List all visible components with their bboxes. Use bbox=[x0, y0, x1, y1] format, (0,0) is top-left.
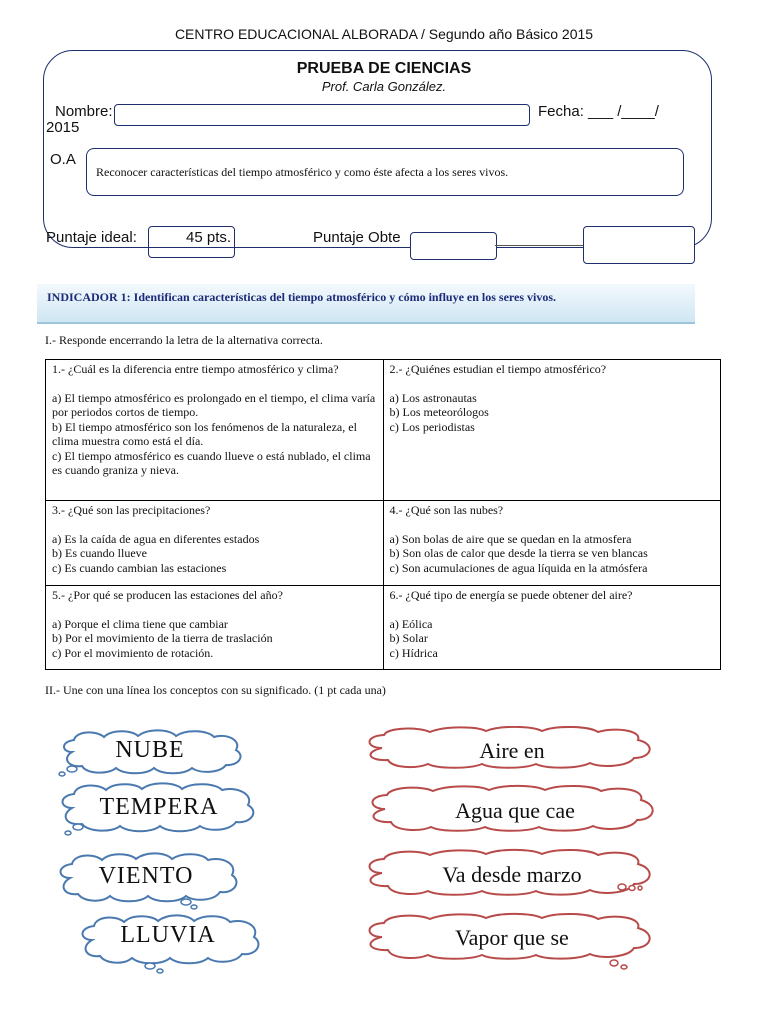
answer-option[interactable]: c) Es cuando cambian las estaciones bbox=[52, 560, 227, 575]
answer-option[interactable]: c) Los periodistas bbox=[389, 419, 475, 434]
concept-label: LLUVIA bbox=[120, 922, 216, 948]
answer-option[interactable]: a) El tiempo atmosférico es prolongado en el tiempo, el clima varía por periodos cortos de tiempo. bbox=[52, 390, 376, 419]
answer-option[interactable]: a) Los astronautas bbox=[389, 390, 477, 405]
meaning-cloud-4[interactable] bbox=[352, 912, 672, 972]
meaning-cloud-3[interactable] bbox=[352, 848, 672, 902]
question-cell bbox=[46, 586, 384, 670]
score-obtained-label: Puntaje Obte bbox=[313, 229, 401, 246]
teacher-name: Prof. Carla González. bbox=[321, 79, 447, 94]
meaning-label: Va desde marzo bbox=[442, 862, 582, 887]
question-title: 5.- ¿Por qué se producen las estaciones del año? bbox=[52, 588, 283, 602]
meaning-cloud-1[interactable] bbox=[352, 726, 672, 772]
meaning-cloud-2[interactable] bbox=[355, 784, 675, 836]
score-obtained-input[interactable] bbox=[410, 232, 497, 260]
question-title: 2.- ¿Quiénes estudian el tiempo atmosférico? bbox=[389, 362, 607, 376]
concept-label: TEMPERA bbox=[99, 794, 219, 820]
answer-option[interactable]: b) Los meteorólogos bbox=[389, 405, 489, 419]
school-header: CENTRO EDUCACIONAL ALBORADA / Segundo año Básico 2015 bbox=[174, 26, 594, 42]
answer-option[interactable]: a) Eólica bbox=[389, 616, 433, 631]
answer-option[interactable]: c) Hídrica bbox=[389, 645, 438, 660]
question-cell bbox=[46, 501, 384, 586]
meaning-label: Aire en bbox=[479, 738, 545, 763]
question-title: 4.- ¿Qué son las nubes? bbox=[389, 503, 504, 517]
answer-option[interactable]: b) El tiempo atmosférico son los fenómenos de la naturaleza, el clima muestra como está el día. bbox=[52, 419, 357, 448]
name-input[interactable] bbox=[114, 104, 530, 126]
answer-option[interactable]: a) Son bolas de aire que se quedan en la atmosfera bbox=[389, 531, 632, 546]
concept-cloud-viento[interactable] bbox=[48, 850, 244, 910]
answer-option[interactable]: b) Solar bbox=[389, 631, 428, 645]
date-label[interactable]: Fecha: ___ /____/ bbox=[538, 103, 659, 120]
question-cell bbox=[383, 586, 721, 670]
answer-option[interactable]: b) Por el movimiento de la tierra de traslación bbox=[52, 631, 273, 645]
oa-text: Reconocer características del tiempo atmosférico y como éste afecta a los seres vivos. bbox=[96, 165, 509, 179]
answer-option[interactable]: c) El tiempo atmosférico es cuando llueve o está nublado, el clima es cuando graniza y nieva. bbox=[52, 448, 371, 477]
question-title: 1.- ¿Cuál es la diferencia entre tiempo atmosférico y clima? bbox=[52, 362, 339, 376]
questions-table bbox=[45, 359, 721, 670]
question-cell bbox=[383, 501, 721, 586]
answer-option[interactable]: b) Es cuando llueve bbox=[52, 546, 147, 560]
oa-label: O.A bbox=[50, 151, 76, 168]
concept-label: NUBE bbox=[115, 737, 185, 763]
concept-cloud-lluvia[interactable] bbox=[70, 912, 266, 974]
question-cell bbox=[383, 360, 721, 501]
answer-option[interactable]: a) Es la caída de agua en diferentes estados bbox=[52, 531, 260, 546]
section1-instruction: I.- Responde encerrando la letra de la alternativa correcta. bbox=[45, 333, 323, 347]
question-title: 6.- ¿Qué tipo de energía se puede obtener del aire? bbox=[389, 588, 633, 602]
meaning-label: Agua que cae bbox=[455, 798, 575, 823]
grade-input[interactable] bbox=[583, 226, 695, 264]
score-ideal-label: Puntaje ideal: bbox=[46, 229, 137, 246]
question-cell bbox=[46, 360, 384, 501]
concept-cloud-tempera[interactable] bbox=[48, 780, 270, 838]
meaning-label: Vapor que se bbox=[455, 925, 569, 950]
section2-instruction: II.- Une con una línea los conceptos con su significado. (1 pt cada una) bbox=[45, 683, 386, 697]
answer-option[interactable]: a) Porque el clima tiene que cambiar bbox=[52, 616, 228, 631]
score-line bbox=[495, 245, 585, 246]
answer-option[interactable]: c) Por el movimiento de rotación. bbox=[52, 645, 214, 660]
exam-title: PRUEBA DE CIENCIAS bbox=[296, 60, 472, 77]
concept-cloud-nube[interactable] bbox=[50, 728, 250, 778]
question-title: 3.- ¿Qué son las precipitaciones? bbox=[52, 503, 211, 517]
score-ideal-value: 45 pts. bbox=[186, 229, 232, 246]
date-year: 2015 bbox=[46, 119, 80, 136]
concept-label: VIENTO bbox=[98, 863, 194, 889]
indicator-banner: INDICADOR 1: Identifican características del tiempo atmosférico y cómo influye en los seres vivos. bbox=[37, 284, 695, 324]
answer-option[interactable]: c) Son acumulaciones de agua líquida en la atmósfera bbox=[389, 560, 648, 575]
name-label: Nombre: bbox=[55, 103, 113, 120]
answer-option[interactable]: b) Son olas de calor que desde la tierra se ven blancas bbox=[389, 546, 648, 560]
